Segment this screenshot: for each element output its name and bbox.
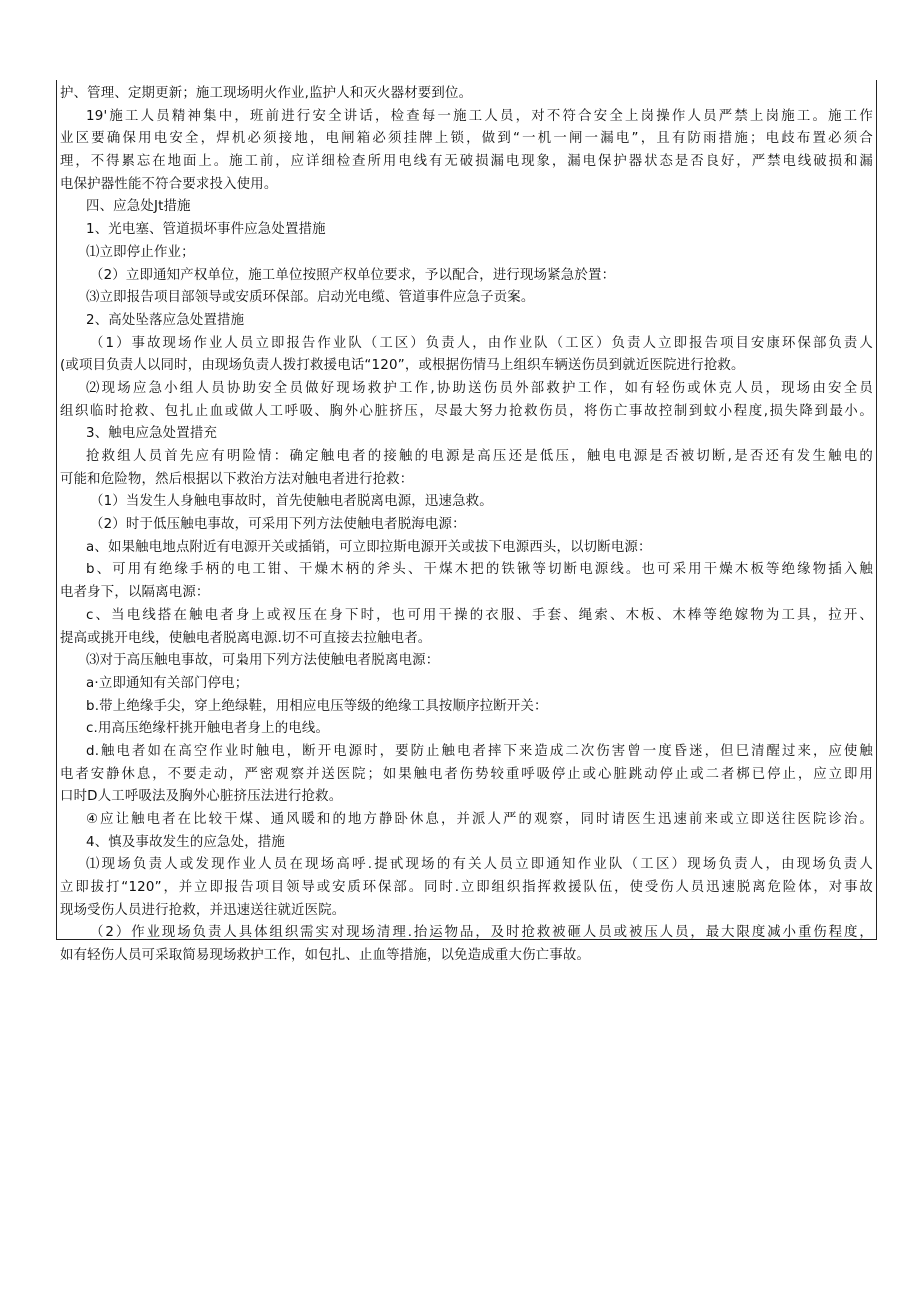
text-line: （2）立即通知产权单位，施工单位按照产权单位要求，予以配合，进行现场紧急於置：	[90, 267, 616, 283]
document-body	[60, 83, 873, 968]
section-heading: 四、应急处Jt措施	[86, 199, 191, 215]
text-line: ⑶立即报告项目部领导或安质环保部。启动光电缆、管道事件应急子贡案。	[86, 290, 535, 306]
text-line: 19'施工人员精神集中，班前进行安全讲话，检查每一施工人员，对不符合安全上岗操作人员严禁上岗施工。施工作	[86, 108, 873, 124]
text-line: (或项目负责人以同时，由现场负责人拨打救援电话“120”，或根据伤情马上组织车辆送伤员到就近医院进行抢救。	[60, 358, 745, 374]
text-line: d.触电者如在高空作业时触电，断开电源时，要防止触电者摔下来造成二次伤害曾一度昏迷，但巳清醒过来，应使触	[86, 743, 873, 759]
text-line: 电者安静休息，不要走动，严密观察并送医院；如果触电者伤势较重呼吸停止或心脏跳动停止或二者梆已停止，应立即用	[60, 766, 873, 782]
text-line: 抢救组人员首先应有明险情：确定触电者的接触的电源是高压还是低压，触电电源是否被切断,是否还有发生触电的	[86, 449, 873, 464]
text-line: 立即拔打“120”，并立即报告项目领导或安质环保部。同时.立即组织指挥救援队伍，使受伤人员迅速脱离危险体，对事故	[60, 880, 873, 896]
text-line: 电保护器性能不符合要求投入使用。	[60, 176, 278, 192]
subsection-heading: 1、光电塞、管道损坏事件应急处置措施	[86, 222, 326, 238]
text-line: ⑴立即停止作业；	[86, 244, 195, 260]
text-line: （2）作业现场负责人具体组织需实对现场清理.抬运物品，及时抢救被砸人员或被压人员，最大限度减小重伤程度，	[90, 925, 873, 941]
text-line: 护、管理、定期更新；施工现场明火作业,监护人和灭火器材要到位。	[60, 86, 473, 101]
text-line: ⑵现场应急小组人员协助安全员做好现场救护工作,协助送伤员外部救护工作，如有轻伤或休克人员，现场由安全员	[86, 380, 873, 396]
text-line: a·立即通知有关部门停电；	[86, 675, 249, 691]
text-line: （1）当发生人身触电事故时，首先使触电者脱离电源，迅速急救。	[90, 494, 493, 510]
text-line: 如有轻伤人员可采取简易现场救护工作，如包扎、止血等措施，以免造成重大伤亡事故。	[60, 948, 591, 964]
text-line: 电者身下，以隔离电源：	[60, 585, 210, 601]
subsection-heading: 2、高处坠落应急处置措施	[86, 312, 245, 328]
text-line: c.用高压绝缘杆挑开触电者身上的电线。	[86, 721, 330, 737]
text-line: b.带上绝缘手尖，穿上绝绿鞋，用相应电压等级的绝缘工具按顺序拉断开关：	[86, 698, 548, 714]
text-line: ④应让触电者在比较干煤、通风暖和的地方静卧休息，并派人严的观察，同时请医生迅速前来或立即送往医院诊治。	[86, 812, 873, 827]
text-line: b、可用有绝缘手柄的电工钳、干燥木柄的斧头、干煤木把的铁锹等切断电源线。也可采用干燥木板等绝缘物插入触	[86, 562, 873, 578]
text-line: 业区要确保用电安全，焊机必须接地，电闸箱必须挂牌上锁，做到“一机一闸一漏电”，且有防雨措施；电歧布置必须合	[60, 131, 873, 147]
text-line: 组织临时抢救、包扎止血或做人工呼吸、胸外心脏挤压，尽最大努力抢救伤员，将伤亡事故控制到蚊小程度,损失降到最小。	[60, 403, 873, 419]
subsection-heading: 3、触电应急处置措充	[86, 426, 218, 442]
text-line: （1）事故现场作业人员立即报告作业队（工区）负责人，由作业队（工区）负责人立即报告项目安康环保部负责人	[90, 335, 873, 351]
text-line: 理，不得累忘在地面上。施工前，应详细检查所用电线有无破损漏电现象，漏电保护器状态是否良好，严禁电线破损和漏	[60, 154, 873, 170]
text-line: ⑴现场负责人或发现作业人员在现场高呼.提甙现场的有关人员立即通知作业队（工区）现场负责人，由现场负责人	[86, 857, 873, 873]
text-line: ⑶对于高压触电事故，可枭用下列方法使触电者脱离电源：	[86, 653, 440, 669]
text-line: 口时D人工呼吸法及胸外心脏挤压法进行抢救。	[60, 789, 343, 805]
text-line: a、如果触电地点附近有电源开关或插销，可立即拉斯电源开关或拔下电源西头，以切断电源：	[86, 539, 652, 555]
document-frame	[56, 80, 877, 964]
text-line: 现场受伤人员进行抢救，并迅速送往就近医院。	[60, 902, 346, 918]
text-line: 可能和危险物，然后根据以下救治方法对触电者进行抢救：	[60, 471, 414, 487]
subsection-heading: 4、慎及事故发生的应急处，措施	[86, 834, 285, 850]
text-line: 提高或挑开电线，使触电者脱离电源.切不可直接去拉触电者。	[60, 630, 432, 646]
text-line: （2）时于低压触电事故，可采用下列方法使触电者脱海电源：	[90, 517, 466, 533]
text-line: c、当电线搭在触电者身上或衩压在身下时，也可用干操的衣服、手套、绳索、木板、木棒等绝嫁物为工具，拉开、	[86, 607, 873, 623]
